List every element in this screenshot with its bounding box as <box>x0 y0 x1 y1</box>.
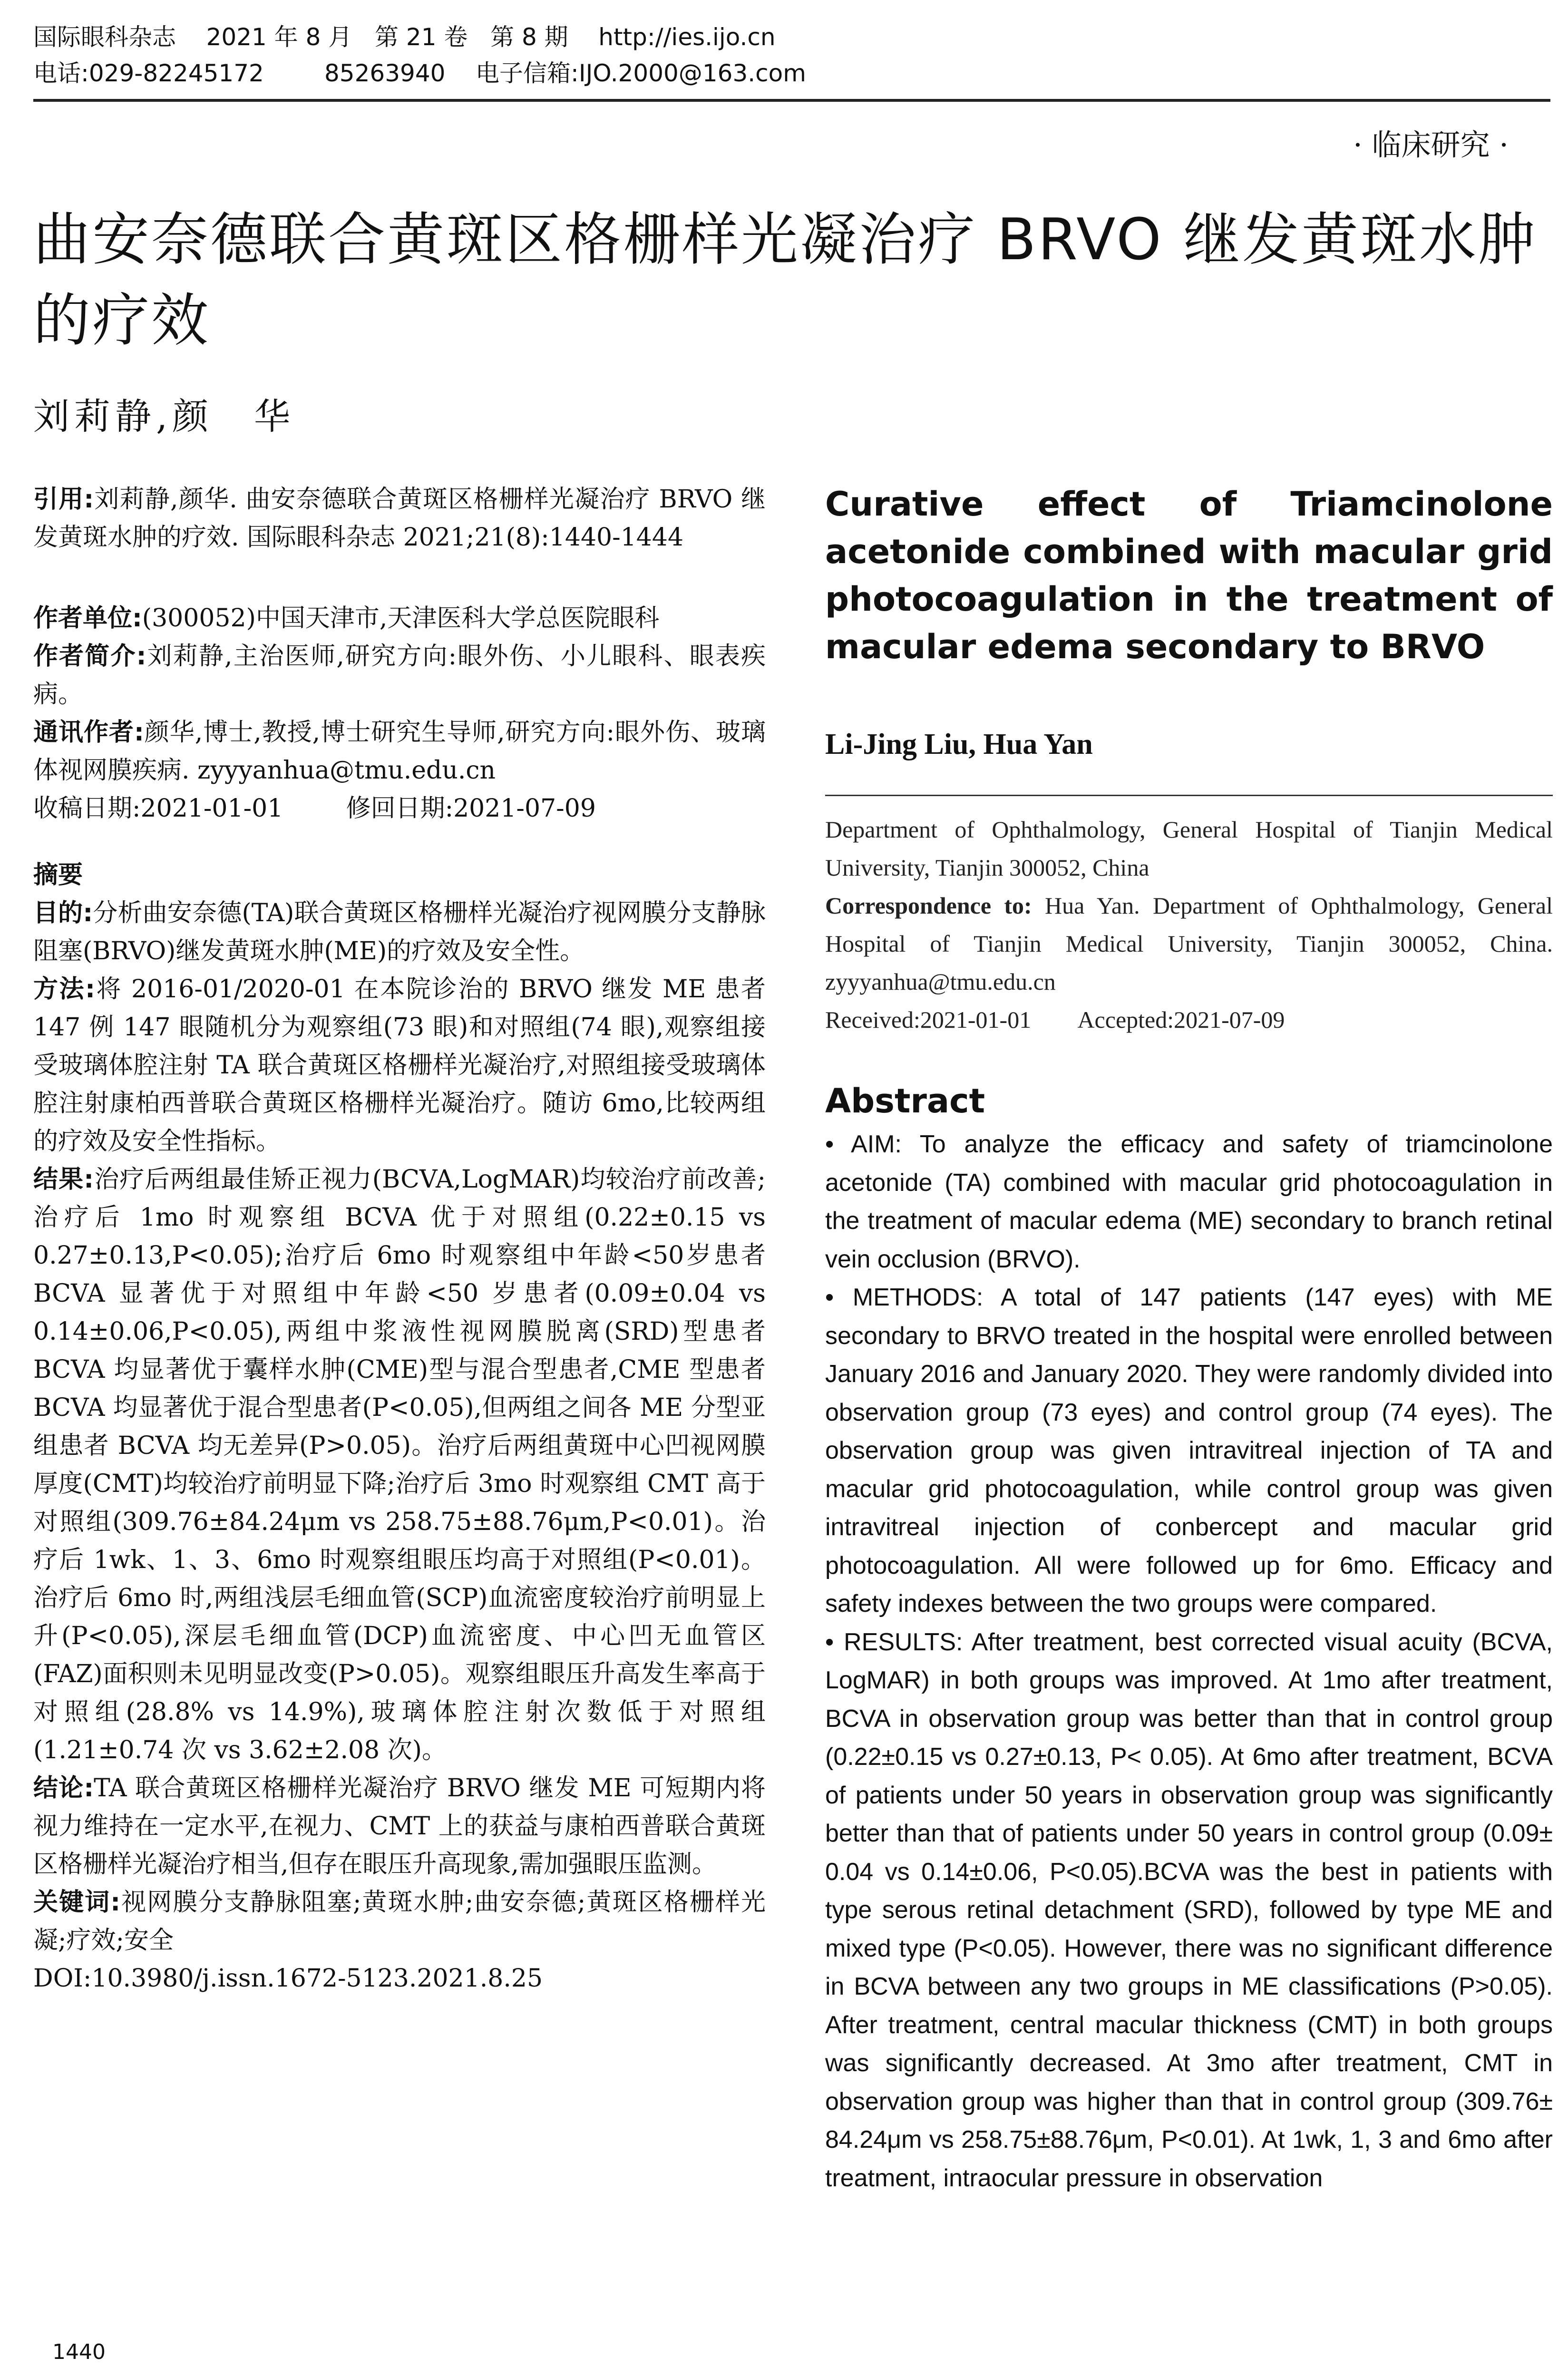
section-label: · 临床研究 · <box>1353 127 1509 162</box>
journal-header <box>33 19 1546 91</box>
journal-contact-line: 电话:029-82245172 85263940 电子信箱:IJO.2000@163.com <box>33 59 806 87</box>
keywords: 关键词:视网膜分支静脉阻塞;黄斑水肿;曲安奈德;黄斑区格栅样光凝;疗效;安全 <box>33 1888 766 1955</box>
english-title: Curative effect of Triamcinolone acetonide combined with macular grid photocoagulation in the treatment of macular edema secondary to BRVO <box>825 485 1553 666</box>
english-results: • RESULTS: After treatment, best corrected visual acuity (BCVA, LogMAR) in both groups was improved. At 1mo after treatment, BCVA in observation group was better than that in control group (0.22±0.15 vs 0.27±0.13, P< 0.05). At 6mo after treatment, BCVA of patients under 50 years in observation group was significantly better than that of patients under 50 years in control group (0.09± 0.04 vs 0.14±0.06, P<0.05).BCVA was the best in patients with type serous retinal detachment (SRD), followed by type ME and mixed type (P<0.05). However, there was no significant difference in BCVA between any two groups in ME classifications (P>0.05). After treatment, central macular thickness (CMT) in both groups was significantly decreased. At 3mo after treatment, CMT in observation group was higher than that in control group (309.76± 84.24μm vs 258.75±88.76μm, P<0.01). At 1wk, 1, 3 and 6mo after treatment, intraocular pressure in observation <box>825 1628 1553 2192</box>
author-unit: 作者单位:(300052)中国天津市,天津医科大学总医院眼科 <box>33 604 660 633</box>
abstract-aim: 目的:分析曲安奈德(TA)联合黄斑区格栅样光凝治疗视网膜分支静脉阻塞(BRVO)继发黄斑水肿(ME)的疗效及安全性。 <box>33 899 766 965</box>
english-column <box>825 480 1553 2197</box>
english-divider <box>825 795 1553 796</box>
citation: 引用:刘莉静,颜华. 曲安奈德联合黄斑区格栅样光凝治疗 BRVO 继发黄斑水肿的疗效. 国际眼科杂志 2021;21(8):1440-1444 <box>33 485 766 552</box>
abstract-heading: 摘要 <box>33 861 83 889</box>
abstract-conclusion: 结论:TA 联合黄斑区格栅样光凝治疗 BRVO 继发 ME 可短期内将视力维持在一定水平,在视力、CMT 上的获益与康柏西普联合黄斑区格栅样光凝治疗相当,但存在眼压升高现象,需加强眼压监测。 <box>33 1774 766 1879</box>
abstract-results: 结果:治疗后两组最佳矫正视力(BCVA,LogMAR)均较治疗前改善;治疗后 1mo 时观察组 BCVA 优于对照组(0.22±0.15 vs 0.27±0.13,P<0.05);治疗后 6mo 时观察组中年龄<50岁患者 BCVA 显著优于对照组中年龄<50 岁患者(0.09±0.04 vs 0.14±0.06,P<0.05),两组中浆液性视网膜脱离(SRD)型患者 BCVA 均显著优于囊样水肿(CME)型与混合型患者,CME 型患者 BCVA 均显著优于混合型患者(P<0.05),但两组之间各 ME 分型亚组患者 BCVA 均无差异(P>0.05)。治疗后两组黄斑中心凹视网膜厚度(CMT)均较治疗前明显下降;治疗后 3mo 时观察组 CMT 高于对照组(309.76±84.24μm vs 258.75±88.76μm,P<0.01)。治疗后 1wk、1、3、6mo 时观察组眼压均高于对照组(P<0.01)。治疗后 6mo 时,两组浅层毛细血管(SCP)血流密度较治疗前明显上升(P<0.05),深层毛细血管(DCP)血流密度、中心凹无血管区(FAZ)面积则未见明显改变(P>0.05)。观察组眼压升高发生率高于对照组(28.8% vs 14.9%),玻璃体腔注射次数低于对照组(1.21±0.74 次 vs 3.62±2.08 次)。 <box>33 1165 766 1764</box>
dates: 收稿日期:2021-01-01 修回日期:2021-07-09 <box>33 794 596 823</box>
english-abstract-heading: Abstract <box>825 1081 985 1120</box>
doi: DOI:10.3980/j.issn.1672-5123.2021.8.25 <box>33 1964 543 1993</box>
page-number: 1440 <box>52 2340 106 2364</box>
abstract-methods: 方法:将 2016-01/2020-01 在本院诊治的 BRVO 继发 ME 患者 147 例 147 眼随机分为观察组(73 眼)和对照组(74 眼),观察组接受玻璃体腔注射 TA 联合黄斑区格栅样光凝治疗,对照组接受玻璃体腔注射康柏西普联合黄斑区格栅样光凝治疗。随访 6mo,比较两组的疗效及安全性指标。 <box>33 975 766 1156</box>
corresponding-author: 通讯作者:颜华,博士,教授,博士研究生导师,研究方向:眼外伤、玻璃体视网膜疾病. zyyyanhua@tmu.edu.cn <box>33 718 766 785</box>
header-divider <box>33 99 1550 102</box>
english-correspondence: Correspondence to: Hua Yan. Department of Ophthalmology, General Hospital of Tianjin Medical University, Tianjin 300052, China. zyyyanhua@tmu.edu.cn <box>825 892 1553 995</box>
author-bio: 作者简介:刘莉静,主治医师,研究方向:眼外伤、小儿眼科、眼表疾病。 <box>33 642 766 709</box>
article-authors: 刘莉静,颜 华 <box>33 395 295 438</box>
english-methods: • METHODS: A total of 147 patients (147 eyes) with ME secondary to BRVO treated in the hospital were enrolled between January 2016 and January 2020. They were randomly divided into observation group (73 eyes) and control group (74 eyes). The observation group was given intravitreal injection of TA and macular grid photocoagulation, while control group was given intravitreal injection of conbercept and macular grid photocoagulation. All were followed up for 6mo. Efficacy and safety indexes between the two groups were compared. <box>825 1284 1553 1617</box>
chinese-column <box>33 480 766 1997</box>
english-affiliation: Department of Ophthalmology, General Hospital of Tianjin Medical University, Tianjin 300052, China <box>825 816 1553 881</box>
journal-info-line: 国际眼科杂志 2021 年 8 月 第 21 卷 第 8 期 http://ies.ijo.cn <box>33 23 776 51</box>
article-title: 曲安奈德联合黄斑区格栅样光凝治疗 BRVO 继发黄斑水肿的疗效 <box>33 207 1537 354</box>
english-authors: Li-Jing Liu, Hua Yan <box>825 728 1093 760</box>
english-dates: Received:2021-01-01 Accepted:2021-07-09 <box>825 1006 1285 1033</box>
english-aim: • AIM: To analyze the efficacy and safety of triamcinolone acetonide (TA) combined with macular grid photocoagulation in the treatment of macular edema (ME) secondary to branch retinal vein occlusion (BRVO). <box>825 1130 1553 1273</box>
